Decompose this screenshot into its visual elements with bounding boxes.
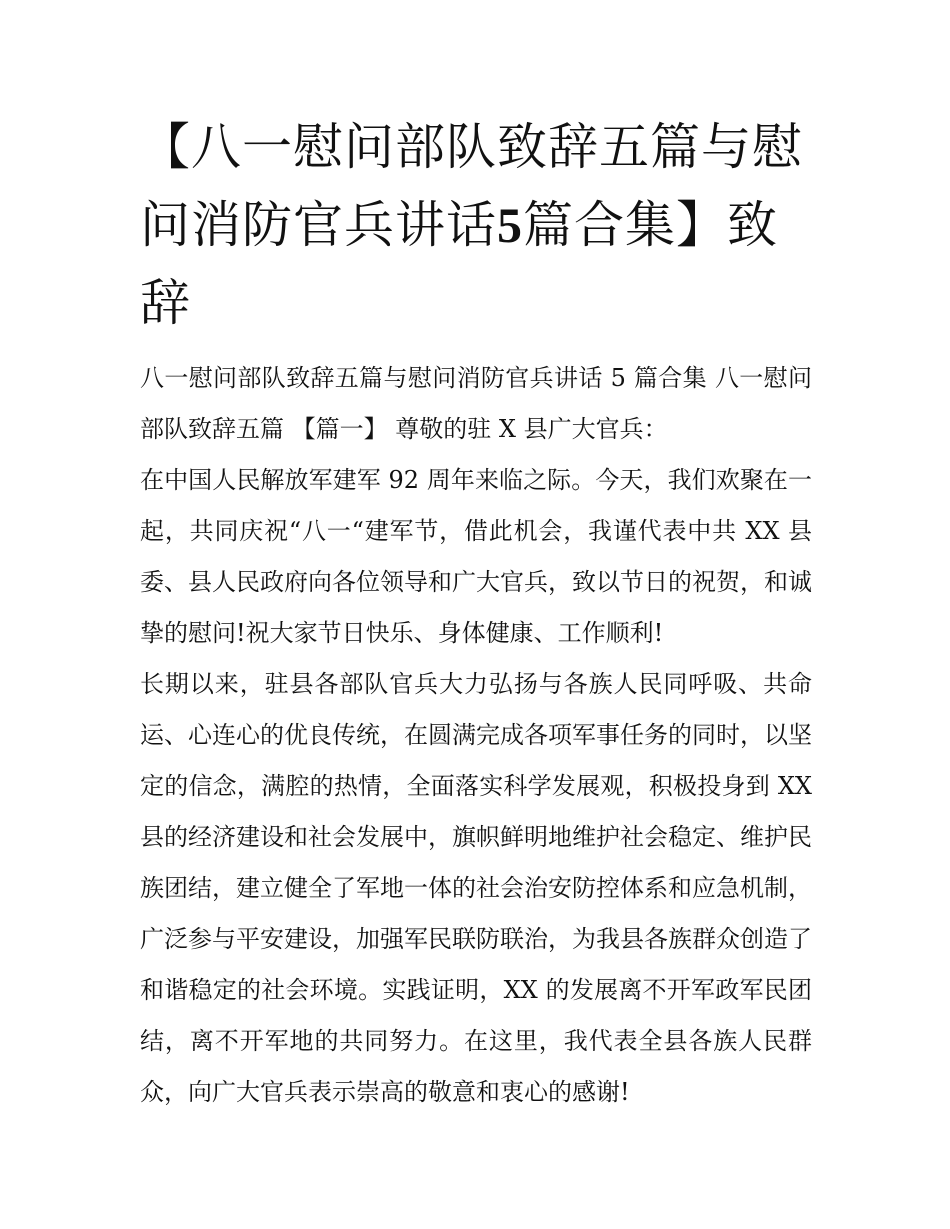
title-number: 5 (497, 197, 523, 253)
paragraph-greeting: 在中国人民解放军建军 92 周年来临之际。今天，我们欢聚在一起，共同庆祝“八一“建军节，借此机会，我谨代表中共 XX 县委、县人民政府向各位领导和广大官兵，致以节日的祝贺，和诚挚的慰问!祝大家节日快乐、身体健康、工作顺利! (140, 466, 812, 647)
title-text-part2: 篇合集】致辞 (140, 196, 778, 332)
paragraph-tribute: 长期以来，驻县各部队官兵大力弘扬与各族人民同呼吸、共命运、心连心的优良传统，在圆满完成各项军事任务的同时，以坚定的信念，满腔的热情，全面落实科学发展观，积极投身到 XX 县的经济建设和社会发展中，旗帜鲜明地维护社会稳定、维护民族团结，建立健全了军地一体的社会治安防控体系和应急机制，广泛参与平安建设，加强军民联防联治，为我县各族群众创造了和谐稳定的社会环境。实践证明，XX 的发展离不开军政军民团结，离不开军地的共同努力。在这里，我代表全县各族人民群众，向广大官兵表示崇高的敬意和衷心的感谢! (140, 670, 812, 1106)
paragraph-intro: 八一慰问部队致辞五篇与慰问消防官兵讲话 5 篇合集 八一慰问部队致辞五篇 【篇一】 尊敬的驻 X 县广大官兵： (140, 364, 812, 443)
title-text-part1: 【八一慰问部队致辞五篇与慰问消防官兵讲话 (140, 118, 803, 254)
document-title (140, 108, 810, 342)
document-body (140, 353, 812, 1118)
